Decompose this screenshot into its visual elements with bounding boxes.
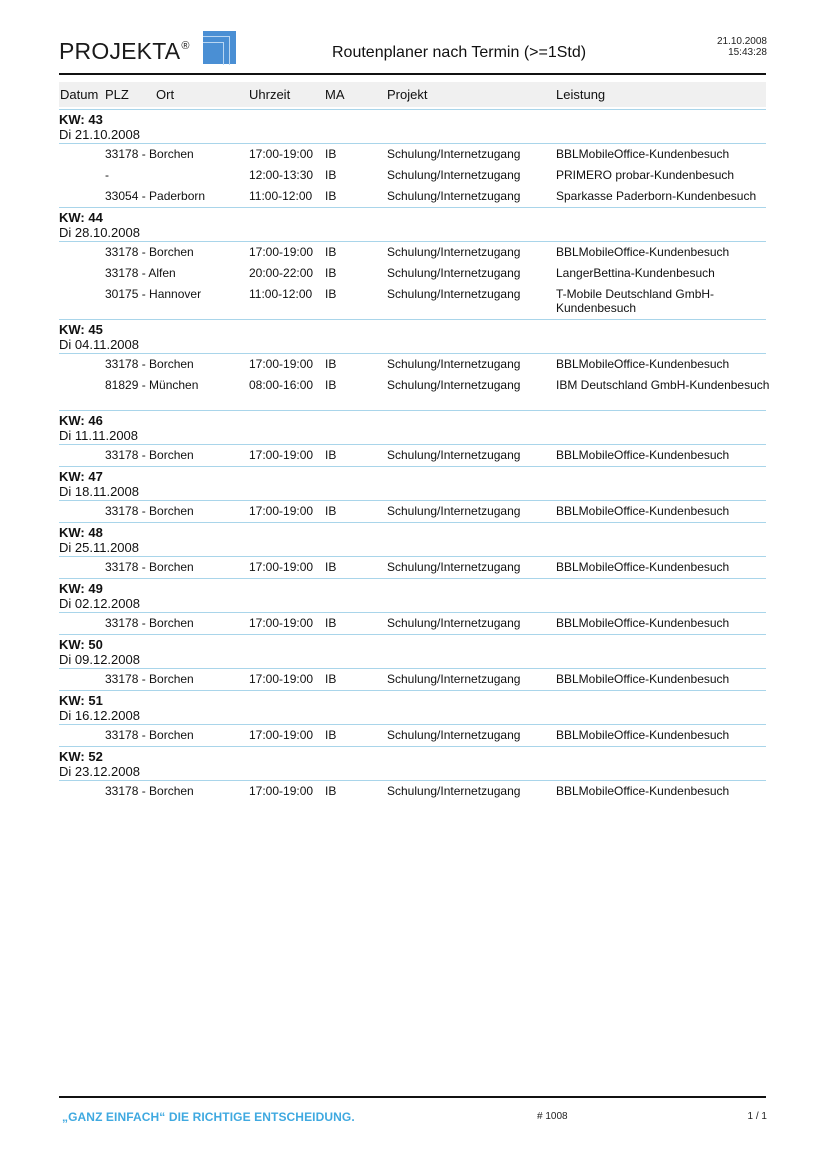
cell-projekt: Schulung/Internetzugang [387,287,521,301]
cell-uhrzeit: 17:00-19:00 [249,245,314,259]
logo-wordmark: PROJEKTA [59,38,181,64]
appointments-table [59,109,770,802]
week-group [59,634,766,690]
cell-projekt: Schulung/Internetzugang [387,672,521,686]
cell-uhrzeit: 08:00-16:00 [249,378,314,392]
col-ma: MA [325,87,345,102]
week-group [59,207,766,319]
cell-uhrzeit: 17:00-19:00 [249,147,314,161]
week-label: KW: 50 [59,637,103,652]
report-title: Routenplaner nach Termin (>=1Std) [332,44,587,61]
table-row [59,354,766,375]
cell-ma: IB [325,784,337,798]
print-time: 15:43:28 [728,47,767,58]
table-row [59,725,766,746]
cell-plz-ort: 33178 - Borchen [105,147,194,161]
cell-ma: IB [325,147,337,161]
cell-ma: IB [325,245,337,259]
cell-uhrzeit: 17:00-19:00 [249,504,314,518]
table-row [59,144,766,165]
logo-square-icon [203,31,236,64]
week-label: KW: 49 [59,581,103,596]
week-label: KW: 46 [59,413,103,428]
table-row [59,263,766,284]
cell-uhrzeit: 20:00-22:00 [249,266,314,280]
cell-leistung: BBLMobileOffice-Kundenbesuch [556,448,730,462]
week-label: KW: 48 [59,525,103,540]
col-leistung: Leistung [556,87,606,102]
cell-leistung: BBLMobileOffice-Kundenbesuch [556,616,730,630]
cell-ma: IB [325,560,337,574]
table-row [59,445,766,466]
week-group [59,466,766,522]
cell-ma: IB [325,168,337,182]
cell-uhrzeit: 17:00-19:00 [249,728,314,742]
column-header-row [59,82,766,107]
cell-uhrzeit: 17:00-19:00 [249,357,314,371]
day-label: Di 02.12.2008 [59,596,766,613]
week-group [59,746,766,802]
cell-ma: IB [325,378,337,392]
table-row [59,242,766,263]
week-label: KW: 52 [59,749,103,764]
week-label: KW: 47 [59,469,103,484]
page-indicator: 1 / 1 [747,1111,767,1122]
cell-projekt: Schulung/Internetzugang [387,560,521,574]
day-label: Di 21.10.2008 [59,127,766,144]
cell-projekt: Schulung/Internetzugang [387,168,521,182]
cell-ma: IB [325,189,337,203]
header-divider [59,73,766,75]
cell-uhrzeit: 12:00-13:30 [249,168,314,182]
cell-ma: IB [325,448,337,462]
logo-text [59,38,190,65]
cell-plz-ort: 33178 - Borchen [105,504,194,518]
cell-uhrzeit: 17:00-19:00 [249,616,314,630]
table-row [59,501,766,522]
week-label: KW: 44 [59,210,103,225]
table-row [59,165,766,186]
cell-leistung: BBLMobileOffice-Kundenbesuch [556,784,730,798]
cell-projekt: Schulung/Internetzugang [387,504,521,518]
cell-plz-ort: 33178 - Borchen [105,784,194,798]
col-datum: Datum [60,87,99,102]
col-uhrzeit: Uhrzeit [249,87,291,102]
cell-plz-ort: 33178 - Borchen [105,672,194,686]
table-row [59,375,770,410]
cell-uhrzeit: 17:00-19:00 [249,784,314,798]
table-row [59,781,766,802]
week-group [59,410,766,466]
cell-projekt: Schulung/Internetzugang [387,378,521,392]
cell-leistung: BBLMobileOffice-Kundenbesuch [556,245,730,259]
cell-projekt: Schulung/Internetzugang [387,448,521,462]
print-date: 21.10.2008 [716,36,767,47]
document-number: # 1008 [537,1111,568,1122]
table-row [59,669,766,690]
cell-plz-ort: 33054 - Paderborn [105,189,206,203]
cell-ma: IB [325,672,337,686]
cell-ma: IB [325,504,337,518]
table-row [59,613,766,634]
week-group [59,319,770,410]
cell-plz-ort: 30175 - Hannover [105,287,202,301]
cell-ma: IB [325,357,337,371]
table-row [59,186,766,207]
table-row [59,284,766,319]
cell-plz-ort: 33178 - Borchen [105,448,194,462]
footer-divider [59,1096,766,1098]
cell-projekt: Schulung/Internetzugang [387,266,521,280]
week-group [59,690,766,746]
cell-leistung: IBM Deutschland GmbH-Kundenbesuch [556,378,770,392]
cell-plz-ort: 33178 - Borchen [105,357,194,371]
week-group [59,578,766,634]
cell-uhrzeit: 11:00-12:00 [249,287,313,301]
cell-plz-ort: 33178 - Borchen [105,728,194,742]
col-ort: Ort [156,87,175,102]
cell-leistung: BBLMobileOffice-Kundenbesuch [556,672,730,686]
cell-plz-ort: 33178 - Borchen [105,245,194,259]
cell-ma: IB [325,728,337,742]
day-label: Di 11.11.2008 [59,428,766,445]
cell-leistung: LangerBettina-Kundenbesuch [556,266,715,280]
cell-projekt: Schulung/Internetzugang [387,189,521,203]
day-label: Di 04.11.2008 [59,337,766,354]
day-label: Di 23.12.2008 [59,764,766,781]
cell-leistung: PRIMERO probar-Kundenbesuch [556,168,735,182]
cell-ma: IB [325,266,337,280]
day-label: Di 18.11.2008 [59,484,766,501]
cell-plz-ort: 33178 - Borchen [105,616,194,630]
day-label: Di 16.12.2008 [59,708,766,725]
cell-projekt: Schulung/Internetzugang [387,616,521,630]
cell-uhrzeit: 17:00-19:00 [249,448,314,462]
print-timestamp [717,36,767,58]
cell-projekt: Schulung/Internetzugang [387,784,521,798]
day-label: Di 25.11.2008 [59,540,766,557]
cell-leistung: T-Mobile Deutschland GmbH-Kundenbesuch [556,287,715,315]
cell-plz-ort: - [105,168,109,182]
cell-plz-ort: 81829 - München [105,378,199,392]
cell-projekt: Schulung/Internetzugang [387,147,521,161]
cell-uhrzeit: 17:00-19:00 [249,560,314,574]
cell-leistung: Sparkasse Paderborn-Kundenbesuch [556,189,757,203]
cell-ma: IB [325,616,337,630]
col-plz: PLZ [105,87,129,102]
week-label: KW: 51 [59,693,103,708]
col-projekt: Projekt [387,87,428,102]
cell-plz-ort: 33178 - Borchen [105,560,194,574]
cell-leistung: BBLMobileOffice-Kundenbesuch [556,504,730,518]
day-label: Di 28.10.2008 [59,225,766,242]
cell-ma: IB [325,287,337,301]
week-label: KW: 45 [59,322,103,337]
week-group [59,109,766,207]
cell-leistung: BBLMobileOffice-Kundenbesuch [556,560,730,574]
week-label: KW: 43 [59,112,103,127]
cell-plz-ort: 33178 - Alfen [105,266,176,280]
day-label: Di 09.12.2008 [59,652,766,669]
cell-projekt: Schulung/Internetzugang [387,357,521,371]
table-row [59,557,766,578]
cell-leistung: BBLMobileOffice-Kundenbesuch [556,357,730,371]
cell-leistung: BBLMobileOffice-Kundenbesuch [556,147,730,161]
cell-uhrzeit: 11:00-12:00 [249,189,313,203]
footer-slogan: „GANZ EINFACH“ DIE RICHTIGE ENTSCHEIDUNG. [62,1110,355,1124]
cell-projekt: Schulung/Internetzugang [387,728,521,742]
cell-projekt: Schulung/Internetzugang [387,245,521,259]
registered-mark: ® [181,40,190,52]
cell-leistung: BBLMobileOffice-Kundenbesuch [556,728,730,742]
cell-uhrzeit: 17:00-19:00 [249,672,314,686]
week-group [59,522,766,578]
